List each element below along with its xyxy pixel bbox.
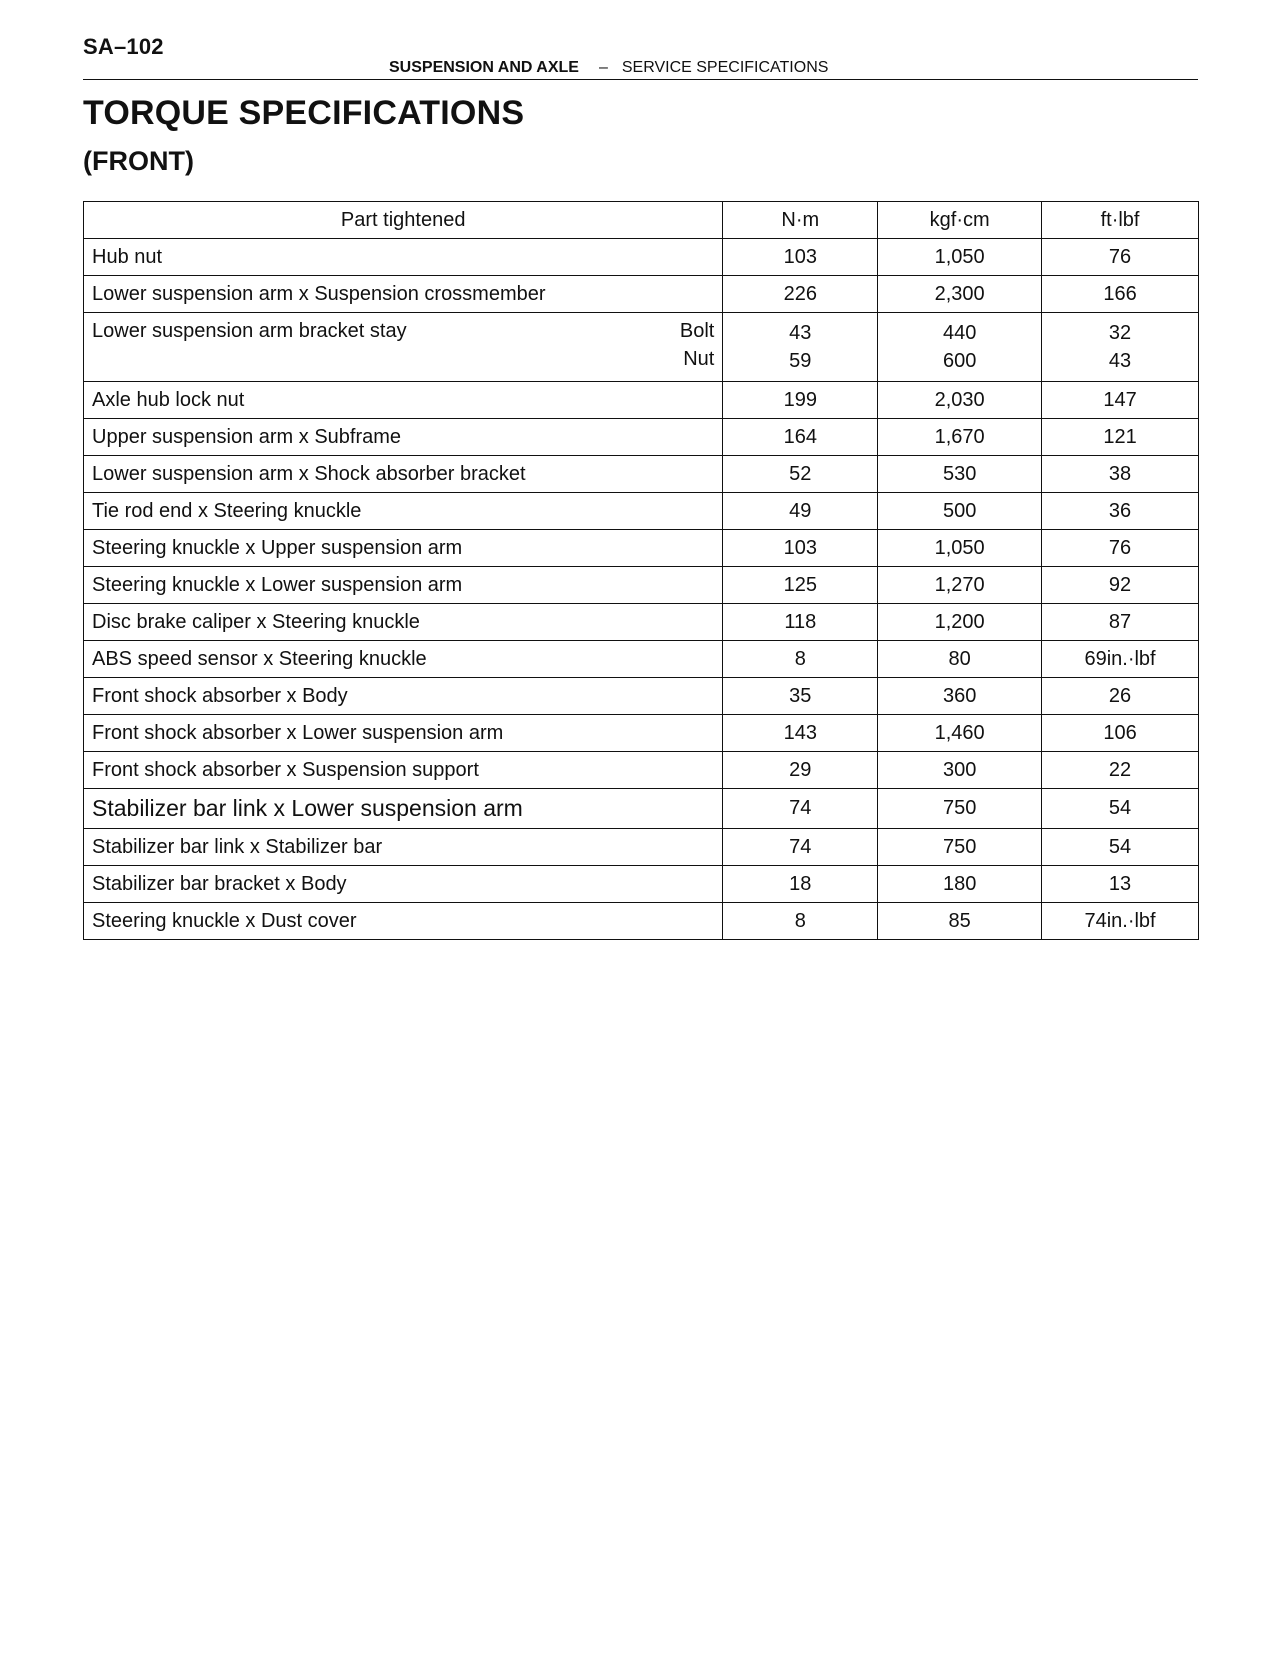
nm-cell: 8: [723, 641, 878, 678]
part-label: Lower suspension arm bracket stay: [92, 320, 407, 342]
nm-nut-value: 59: [789, 350, 812, 372]
running-header: [389, 59, 828, 77]
ftlbf-nut-value: 43: [1108, 350, 1132, 372]
column-header-ftlbf: ft·lbf: [1042, 202, 1199, 239]
nm-cell: 74: [723, 829, 878, 866]
ftlbf-cell: 76: [1042, 530, 1199, 567]
kgfcm-cell: 1,050: [878, 530, 1042, 567]
ftlbf-cell: 87: [1042, 604, 1199, 641]
kgfcm-cell: 500: [878, 493, 1042, 530]
table-row: [84, 903, 1199, 940]
table-row: [84, 530, 1199, 567]
nm-cell: 164: [723, 419, 878, 456]
ftlbf-cell: 36: [1042, 493, 1199, 530]
nm-cell: 52: [723, 456, 878, 493]
part-cell: Lower suspension arm x Shock absorber bracket: [84, 456, 723, 493]
part-cell: Front shock absorber x Body: [84, 678, 723, 715]
nm-cell: 49: [723, 493, 878, 530]
kgfcm-cell: 1,050: [878, 239, 1042, 276]
table-row: [84, 604, 1199, 641]
header-separator: –: [598, 59, 608, 76]
table-row: [84, 829, 1199, 866]
ftlbf-bolt-value: 32: [1108, 322, 1132, 344]
section-title: SUSPENSION AND AXLE: [389, 59, 579, 76]
page-title: TORQUE SPECIFICATIONS: [83, 94, 525, 132]
table-row: [84, 493, 1199, 530]
ftlbf-cell: 38: [1042, 456, 1199, 493]
kgfcm-cell: 1,460: [878, 715, 1042, 752]
part-cell: Lower suspension arm x Suspension crossmember: [84, 276, 723, 313]
table-header-row: [84, 202, 1199, 239]
kgfcm-cell: 360: [878, 678, 1042, 715]
ftlbf-cell: 106: [1042, 715, 1199, 752]
ftlbf-cell: 54: [1042, 829, 1199, 866]
part-cell: ABS speed sensor x Steering knuckle: [84, 641, 723, 678]
table-row: [84, 752, 1199, 789]
ftlbf-cell: 69in.·lbf: [1042, 641, 1199, 678]
table-row: [84, 789, 1199, 829]
column-header-kgfcm: kgf·cm: [878, 202, 1042, 239]
fastener-labels: [680, 317, 714, 373]
part-cell: Stabilizer bar link x Lower suspension arm: [84, 789, 723, 829]
header-rule: [83, 79, 1198, 80]
nm-cell: 103: [723, 530, 878, 567]
page-subtitle: (FRONT): [83, 146, 194, 176]
kgfcm-cell: 1,200: [878, 604, 1042, 641]
nm-cell: 143: [723, 715, 878, 752]
part-cell: Steering knuckle x Lower suspension arm: [84, 567, 723, 604]
table-row: [84, 866, 1199, 903]
ftlbf-cell: 166: [1042, 276, 1199, 313]
part-cell: Front shock absorber x Suspension support: [84, 752, 723, 789]
kgfcm-cell: 1,270: [878, 567, 1042, 604]
kgfcm-cell: 530: [878, 456, 1042, 493]
ftlbf-cell: 147: [1042, 382, 1199, 419]
kgfcm-cell: 300: [878, 752, 1042, 789]
part-cell: Stabilizer bar link x Stabilizer bar: [84, 829, 723, 866]
nm-cell: 226: [723, 276, 878, 313]
kgfcm-cell: 180: [878, 866, 1042, 903]
column-header-nm: N·m: [723, 202, 878, 239]
nm-bolt-value: 43: [789, 322, 812, 344]
kgfcm-cell: 750: [878, 789, 1042, 829]
table-row: [84, 382, 1199, 419]
kgfcm-cell: 750: [878, 829, 1042, 866]
kgfcm-nut-value: 600: [942, 350, 977, 372]
kgfcm-cell: 85: [878, 903, 1042, 940]
kgfcm-cell: 1,670: [878, 419, 1042, 456]
nm-cell: [723, 313, 878, 382]
table-row: [84, 641, 1199, 678]
ftlbf-cell: 92: [1042, 567, 1199, 604]
ftlbf-cell: 13: [1042, 866, 1199, 903]
subsection-title: SERVICE SPECIFICATIONS: [621, 59, 829, 76]
part-cell: Disc brake caliper x Steering knuckle: [84, 604, 723, 641]
kgfcm-cell: 2,300: [878, 276, 1042, 313]
part-cell: Stabilizer bar bracket x Body: [84, 866, 723, 903]
kgfcm-bolt-value: 440: [942, 322, 977, 344]
page-number: SA–102: [83, 34, 164, 59]
part-cell: Tie rod end x Steering knuckle: [84, 493, 723, 530]
nm-cell: 118: [723, 604, 878, 641]
table-row: [84, 276, 1199, 313]
nm-cell: 18: [723, 866, 878, 903]
ftlbf-cell: 22: [1042, 752, 1199, 789]
ftlbf-cell: 121: [1042, 419, 1199, 456]
table-row: [84, 715, 1199, 752]
part-cell: Upper suspension arm x Subframe: [84, 419, 723, 456]
nm-cell: 29: [723, 752, 878, 789]
kgfcm-cell: 2,030: [878, 382, 1042, 419]
ftlbf-cell: [1042, 313, 1199, 382]
nm-cell: 199: [723, 382, 878, 419]
part-cell: Front shock absorber x Lower suspension arm: [84, 715, 723, 752]
nm-cell: 103: [723, 239, 878, 276]
table-row: [84, 567, 1199, 604]
kgfcm-cell: [878, 313, 1042, 382]
bolt-label: Bolt: [679, 320, 715, 342]
ftlbf-cell: 76: [1042, 239, 1199, 276]
table-row: [84, 456, 1199, 493]
nut-label: Nut: [683, 348, 715, 370]
nm-cell: 35: [723, 678, 878, 715]
part-cell: [84, 313, 723, 382]
nm-cell: 8: [723, 903, 878, 940]
nm-cell: 74: [723, 789, 878, 829]
table-row: [84, 678, 1199, 715]
part-cell: Axle hub lock nut: [84, 382, 723, 419]
ftlbf-cell: 74in.·lbf: [1042, 903, 1199, 940]
table-row: [84, 419, 1199, 456]
nm-cell: 125: [723, 567, 878, 604]
table-row: [84, 313, 1199, 382]
column-header-part: Part tightened: [84, 202, 723, 239]
ftlbf-cell: 54: [1042, 789, 1199, 829]
ftlbf-cell: 26: [1042, 678, 1199, 715]
table-row: [84, 239, 1199, 276]
part-cell: Hub nut: [84, 239, 723, 276]
kgfcm-cell: 80: [878, 641, 1042, 678]
part-cell: Steering knuckle x Upper suspension arm: [84, 530, 723, 567]
part-cell: Steering knuckle x Dust cover: [84, 903, 723, 940]
torque-spec-table: [83, 201, 1199, 940]
